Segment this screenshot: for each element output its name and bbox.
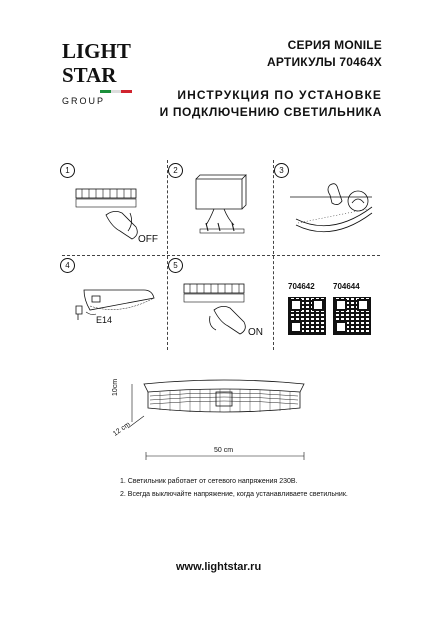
depth-dimension: 12 cm	[112, 421, 132, 438]
step-2-illustration	[170, 165, 275, 250]
step-2-panel	[170, 165, 275, 250]
note-1: 1. Светильник работает от сетевого напряжения 230В.	[120, 478, 298, 485]
qr-code-704642[interactable]	[288, 297, 326, 335]
step-number: 5	[168, 258, 183, 273]
logo-text-star: STAR	[62, 63, 117, 87]
step-number: 4	[60, 258, 75, 273]
grid-divider	[62, 255, 380, 256]
step-5-panel	[170, 260, 275, 345]
step-3-panel	[276, 165, 381, 250]
website-link[interactable]: www.lightstar.ru	[176, 561, 262, 573]
series-title: СЕРИЯ MONILE	[287, 38, 382, 52]
step-4-label: E14	[96, 315, 113, 325]
step-1-panel	[62, 165, 167, 250]
article-number: 704644	[333, 282, 360, 291]
step-5-label: ON	[248, 327, 263, 338]
step-number: 3	[274, 163, 289, 178]
step-3-illustration	[276, 165, 381, 250]
step-number: 1	[60, 163, 75, 178]
step-4-illustration	[62, 260, 167, 345]
instruction-title-line1: ИНСТРУКЦИЯ ПО УСТАНОВКЕ	[177, 88, 382, 102]
articles-title: АРТИКУЛЫ 70464X	[267, 55, 382, 69]
article-number: 704642	[288, 282, 315, 291]
logo-text-light: LIGHT	[62, 39, 131, 63]
height-dimension: 10cm	[112, 378, 119, 396]
note-2: 2. Всегда выключайте напряжение, когда устанавливаете светильник.	[120, 491, 348, 498]
width-dimension: 50 cm	[214, 447, 234, 454]
fixture-dimension-drawing	[110, 370, 340, 470]
italian-flag-stripe	[100, 90, 132, 93]
instruction-title-line2: И ПОДКЛЮЧЕНИЮ СВЕТИЛЬНИКА	[159, 105, 382, 119]
logo-text-group: GROUP	[62, 96, 106, 106]
step-4-panel	[62, 260, 167, 345]
qr-code-704644[interactable]	[333, 297, 371, 335]
step-number: 2	[168, 163, 183, 178]
step-1-label: OFF	[138, 234, 158, 245]
lightstar-logo	[62, 40, 132, 120]
